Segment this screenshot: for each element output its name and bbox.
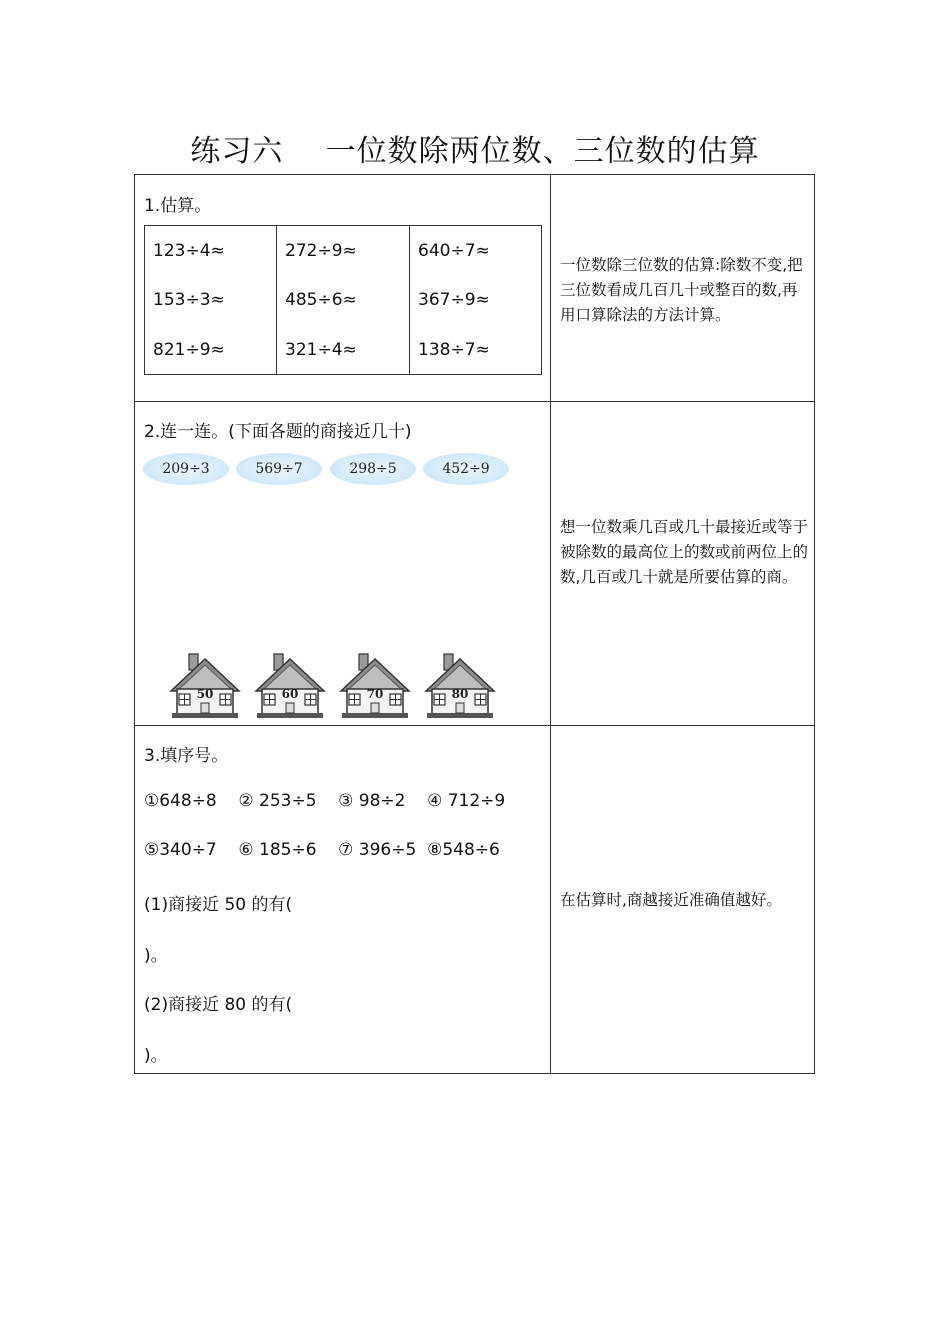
division-oval[interactable]: 452÷9 <box>423 453 509 485</box>
house-icon <box>339 651 411 721</box>
row-divider <box>135 725 814 726</box>
house-target[interactable] <box>169 651 241 721</box>
section3-tip: 在估算时,商越接近准确值越好。 <box>560 891 782 909</box>
problem-cell: 123÷4≈ <box>153 241 225 261</box>
problem-cell: 153÷3≈ <box>153 290 225 310</box>
question-2: (2)商接近 80 的有( <box>144 995 293 1015</box>
division-oval[interactable]: 209÷3 <box>143 453 229 485</box>
question-1-answer-close: )。 <box>144 946 168 966</box>
house-target[interactable] <box>424 651 496 721</box>
problem-cell: 138÷7≈ <box>418 340 490 360</box>
problem-cell: 367÷9≈ <box>418 290 490 310</box>
problem-list-line: ⑤340÷7 ⑥ 185÷6 ⑦ 396÷5 ⑧548÷6 <box>144 840 500 860</box>
section1-heading: 1.估算。 <box>144 196 212 216</box>
worksheet-table <box>134 174 815 1074</box>
house-number: 70 <box>366 687 384 701</box>
row-divider <box>135 401 814 402</box>
section2-heading: 2.连一连。(下面各题的商接近几十) <box>144 422 412 442</box>
problem-cell: 321÷4≈ <box>285 340 357 360</box>
section3-heading: 3.填序号。 <box>144 746 229 766</box>
problem-cell: 821÷9≈ <box>153 340 225 360</box>
question-2-answer-close: )。 <box>144 1046 168 1066</box>
house-number: 50 <box>196 687 214 701</box>
house-icon <box>169 651 241 721</box>
house-target[interactable] <box>254 651 326 721</box>
section1-tip: 一位数除三位数的估算:除数不变,把三位数看成几百几十或整百的数,再用口算除法的方法计算。 <box>560 256 803 324</box>
problem-list-line: ①648÷8 ② 253÷5 ③ 98÷2 ④ 712÷9 <box>144 791 506 811</box>
grid-divider <box>276 226 277 374</box>
column-divider <box>550 175 551 1073</box>
problem-cell: 485÷6≈ <box>285 290 357 310</box>
estimation-grid <box>144 225 542 375</box>
section2-tip: 想一位数乘几百或几十最接近或等于被除数的最高位上的数或前两位上的数,几百或几十就是所要估算的商。 <box>560 518 809 586</box>
house-number: 60 <box>281 687 299 701</box>
problem-cell: 272÷9≈ <box>285 241 357 261</box>
division-oval[interactable]: 298÷5 <box>330 453 416 485</box>
house-target[interactable] <box>339 651 411 721</box>
page-title: 练习六 一位数除两位数、三位数的估算 <box>190 134 760 169</box>
house-icon <box>424 651 496 721</box>
problem-cell: 640÷7≈ <box>418 241 490 261</box>
grid-divider <box>409 226 410 374</box>
question-1: (1)商接近 50 的有( <box>144 895 293 915</box>
house-icon <box>254 651 326 721</box>
house-number: 80 <box>451 687 469 701</box>
division-oval[interactable]: 569÷7 <box>236 453 322 485</box>
